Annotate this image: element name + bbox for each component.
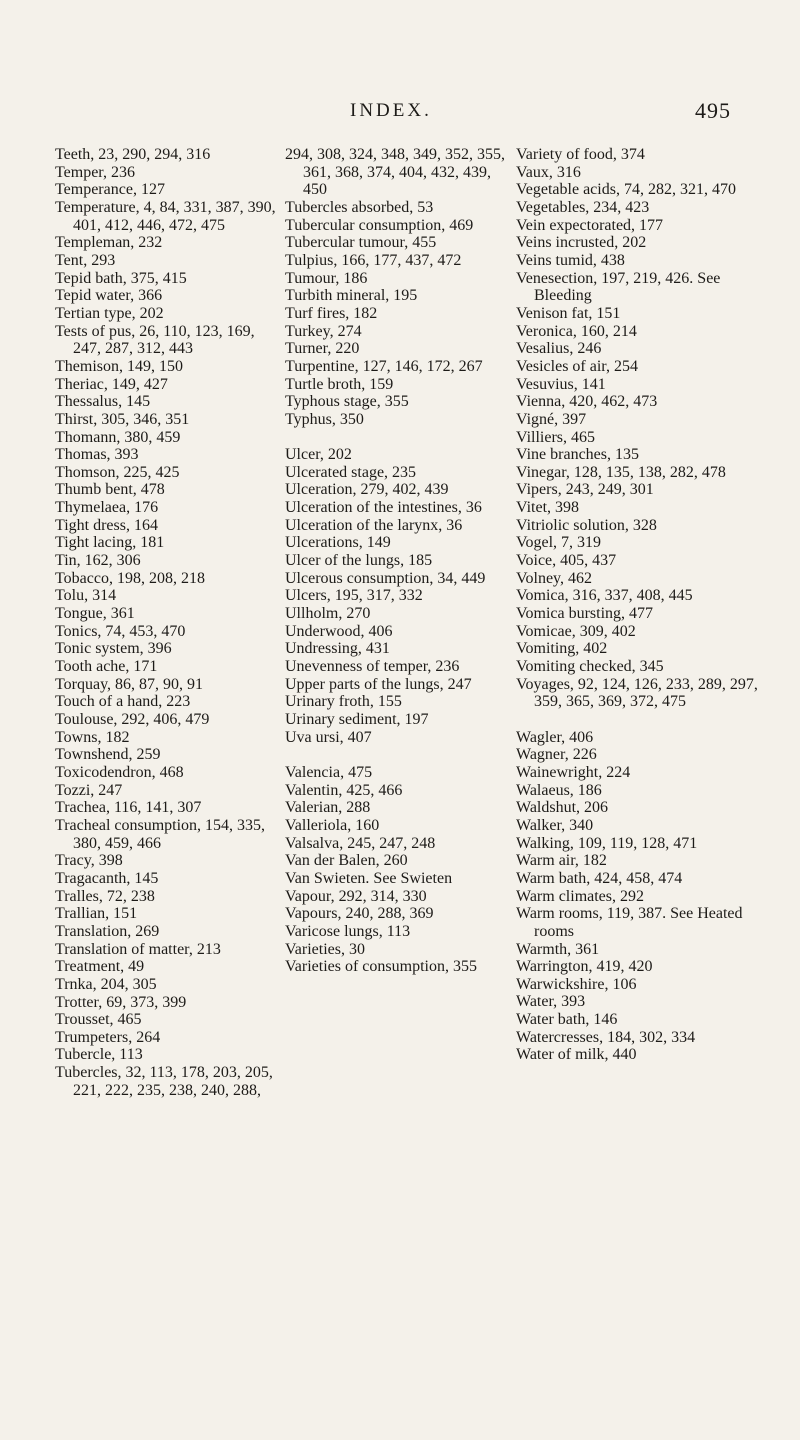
index-entry: Toulouse, 292, 406, 479 [55, 711, 210, 728]
index-entry: Vesalius, 246 [516, 340, 602, 358]
index-entry: Tepid bath, 375, 415 [55, 269, 187, 287]
index-entry: Tongue, 361 [55, 605, 135, 623]
index-entry: Undressing, 431 [285, 640, 390, 658]
index-entry: Vapour, 292, 314, 330 [285, 887, 427, 905]
index-entry: Watercresses, 184, 302, 334 [516, 1028, 696, 1046]
page-header [0, 100, 800, 130]
index-entry: Tragacanth, 145 [55, 869, 159, 887]
index-entry: Tests of pus, 26, 110, 123, 169, 247, 287, 312, 443 [55, 322, 255, 358]
index-entry: Teeth, 23, 290, 294, 316 [55, 146, 211, 163]
index-entry: Thomann, 380, 459 [55, 428, 181, 446]
index-entry: Vinegar, 128, 135, 138, 282, 478 [516, 463, 726, 481]
index-entry: Valerian, 288 [285, 799, 371, 817]
index-entry: Walker, 340 [516, 816, 594, 834]
index-entry: Varieties of consumption, 355 [285, 958, 477, 976]
index-entry: Tooth ache, 171 [55, 658, 158, 676]
index-entry: Water, 393 [516, 993, 586, 1011]
index-entry: Tumour, 186 [285, 269, 368, 287]
index-entry: Warrington, 419, 420 [516, 958, 653, 976]
index-entry: Vogel, 7, 319 [516, 534, 602, 552]
index-entry: Vomicae, 309, 402 [516, 622, 636, 640]
index-entry: Water bath, 146 [516, 1011, 618, 1029]
index-entry: Warm bath, 424, 458, 474 [516, 869, 683, 887]
index-entry: Turkey, 274 [285, 322, 362, 340]
index-entry: Ulcer of the lungs, 185 [285, 552, 433, 570]
index-entry: Vitet, 398 [516, 499, 580, 517]
index-entry: Valleriola, 160 [285, 816, 380, 834]
index-entry: Typhus, 350 [285, 410, 364, 428]
index-entry: Van der Balen, 260 [285, 852, 408, 870]
index-entry: Vapours, 240, 288, 369 [285, 905, 434, 923]
index-entry: Tracheal consumption, 154, 335, 380, 459, 466 [55, 816, 266, 852]
index-entry: Ulcerations, 149 [285, 534, 391, 552]
index-entry: Themison, 149, 150 [55, 357, 183, 375]
index-entry: Tight lacing, 181 [55, 534, 165, 552]
index-entry: Vomiting checked, 345 [516, 658, 664, 676]
index-entry: Vegetable acids, 74, 282, 321, 470 [516, 181, 736, 199]
index-entry: Warm air, 182 [516, 852, 607, 870]
index-entry: Water of milk, 440 [516, 1046, 637, 1064]
index-entry: Vitriolic solution, 328 [516, 516, 657, 534]
index-entry: Vomica, 316, 337, 408, 445 [516, 587, 693, 605]
index-entry: Tertian type, 202 [55, 304, 164, 322]
index-entry: Thumb bent, 478 [55, 481, 165, 499]
index-entry: Tonics, 74, 453, 470 [55, 622, 186, 640]
index-entry: Tolu, 314 [55, 587, 117, 605]
index-entry: Voice, 405, 437 [516, 552, 617, 570]
index-entry: Tozzi, 247 [55, 781, 123, 799]
index-entry: Ulceration of the larynx, 36 [285, 516, 463, 534]
index-entry: Vine branches, 135 [516, 446, 639, 464]
index-entry: Theriac, 149, 427 [55, 375, 168, 393]
index-entry: Vomica bursting, 477 [516, 605, 654, 623]
index-entry: Warm rooms, 119, 387. See Heated rooms [516, 905, 743, 940]
index-entry: Towns, 182 [55, 728, 130, 746]
index-entry: Ulcerous consumption, 34, 449 [285, 569, 486, 587]
index-entry: Villiers, 465 [516, 428, 596, 446]
index-entry: Ulcer, 202 [285, 446, 352, 464]
index-entry: Typhous stage, 355 [285, 393, 409, 411]
index-entry: Van Swieten. See Swieten [285, 869, 453, 887]
index-entry: Turtle broth, 159 [285, 375, 394, 393]
index-entry: Templeman, 232 [55, 234, 163, 252]
index-entry: Vesicles of air, 254 [516, 357, 638, 375]
index-entry: Valencia, 475 [285, 763, 373, 781]
index-entry: Thomson, 225, 425 [55, 463, 180, 481]
index-entry: Ulceration of the intestines, 36 [285, 499, 482, 517]
index-entry: Temper, 236 [55, 163, 135, 181]
index-entry: Veronica, 160, 214 [516, 322, 637, 340]
index-entry: Valentin, 425, 466 [285, 781, 403, 799]
index-entry: Urinary sediment, 197 [285, 710, 429, 728]
index-entry: Tobacco, 198, 208, 218 [55, 569, 205, 587]
index-entry: Vienna, 420, 462, 473 [516, 393, 658, 411]
index-entry: Urinary froth, 155 [285, 693, 402, 711]
index-entry: Trachea, 116, 141, 307 [55, 799, 202, 817]
running-title: INDEX. [350, 100, 432, 121]
index-entry: Waldshut, 206 [516, 799, 609, 817]
index-entry: Upper parts of the lungs, 247 [285, 675, 472, 693]
index-entry: Uva ursi, 407 [285, 728, 372, 746]
index-entry: Tin, 162, 306 [55, 552, 141, 570]
index-entry: Tubercle, 113 [55, 1046, 143, 1064]
index-entry: Trotter, 69, 373, 399 [55, 993, 187, 1011]
index-entry: Tepid water, 366 [55, 287, 163, 305]
index-entry: Translation of matter, 213 [55, 940, 221, 958]
index-entry: Townshend, 259 [55, 746, 161, 764]
index-entry: Walaeus, 186 [516, 781, 602, 799]
index-entry: Ullholm, 270 [285, 605, 371, 623]
index-entry: Vaux, 316 [516, 163, 581, 181]
index-entry: Thirst, 305, 346, 351 [55, 410, 190, 428]
index-entry: Veins incrusted, 202 [516, 234, 647, 252]
index-entry: Tralles, 72, 238 [55, 887, 155, 905]
index-column-1 [55, 146, 285, 1099]
index-entry: Venison fat, 151 [516, 304, 621, 322]
index-entry: Vigné, 397 [516, 410, 587, 428]
index-entry: Turpentine, 127, 146, 172, 267 [285, 357, 483, 375]
index-entry: Vegetables, 234, 423 [516, 198, 650, 216]
index-entry: Valsalva, 245, 247, 248 [285, 834, 436, 852]
index-entry: Thymelaea, 176 [55, 499, 159, 517]
index-entry: Tight dress, 164 [55, 516, 158, 534]
index-entry: Turf fires, 182 [285, 304, 378, 322]
index-entry: Treatment, 49 [55, 958, 145, 976]
index-entry: Trumpeters, 264 [55, 1028, 161, 1046]
index-entry: Temperature, 4, 84, 331, 387, 390, 401, 412, 446, 472, 475 [55, 198, 276, 234]
index-entry: Tubercles, 32, 113, 178, 203, 205, 221, 222, 235, 238, 240, 288, [55, 1064, 273, 1099]
index-entry: Varieties, 30 [285, 940, 365, 958]
index-entry: Volney, 462 [516, 569, 592, 587]
index-entry: Warwickshire, 106 [516, 975, 637, 993]
index-entry: Vesuvius, 141 [516, 375, 606, 393]
index-column-3 [516, 146, 761, 1064]
index-entry: Toxicodendron, 468 [55, 763, 184, 781]
index-entry: Wagler, 406 [516, 728, 594, 746]
page-number: 495 [695, 98, 731, 123]
index-entry: Veins tumid, 438 [516, 251, 625, 269]
index-entry: Voyages, 92, 124, 126, 233, 289, 297, 359, 365, 369, 372, 475 [516, 675, 758, 711]
index-entry: Translation, 269 [55, 922, 160, 940]
index-entry: Temperance, 127 [55, 181, 165, 199]
index-entry: Tulpius, 166, 177, 437, 472 [285, 251, 462, 269]
index-entry: Turbith mineral, 195 [285, 287, 418, 305]
index-column-2 [285, 146, 510, 976]
index-entry: Wagner, 226 [516, 746, 597, 764]
index-entry: 294, 308, 324, 348, 349, 352, 355, 361, 368, 374, 404, 432, 439, 450 [285, 146, 505, 199]
index-entry: Vomiting, 402 [516, 640, 608, 658]
index-entry: Ulcers, 195, 317, 332 [285, 587, 423, 605]
letter-section-gap [285, 746, 510, 764]
index-entry: Vein expectorated, 177 [516, 216, 664, 234]
index-entry: Trousset, 465 [55, 1011, 142, 1029]
index-entry: Thomas, 393 [55, 446, 139, 464]
index-entry: Tonic system, 396 [55, 640, 172, 658]
index-entry: Tubercular tumour, 455 [285, 234, 437, 252]
index-entry: Varicose lungs, 113 [285, 922, 411, 940]
index-entry: Tubercular consumption, 469 [285, 216, 474, 234]
letter-section-gap [285, 429, 510, 447]
index-entry: Tracy, 398 [55, 852, 123, 870]
index-entry: Wainewright, 224 [516, 763, 631, 781]
index-entry: Vipers, 243, 249, 301 [516, 481, 654, 499]
index-entry: Walking, 109, 119, 128, 471 [516, 834, 698, 852]
index-entry: Turner, 220 [285, 340, 360, 358]
index-entry: Trallian, 151 [55, 905, 138, 923]
index-entry: Trnka, 204, 305 [55, 975, 157, 993]
index-entry: Unevenness of temper, 236 [285, 658, 460, 676]
index-entry: Thessalus, 145 [55, 393, 151, 411]
index-entry: Tent, 293 [55, 251, 116, 269]
index-entry: Torquay, 86, 87, 90, 91 [55, 675, 204, 693]
index-entry: Tubercles absorbed, 53 [285, 198, 434, 216]
letter-section-gap [516, 711, 761, 729]
index-entry: Touch of a hand, 223 [55, 693, 191, 711]
index-entry: Venesection, 197, 219, 426. See Bleeding [516, 269, 721, 305]
index-entry: Ulcerated stage, 235 [285, 463, 417, 481]
index-entry: Underwood, 406 [285, 622, 393, 640]
index-entry: Ulceration, 279, 402, 439 [285, 481, 449, 499]
index-entry: Warmth, 361 [516, 940, 600, 958]
index-entry: Warm climates, 292 [516, 887, 645, 905]
index-entry: Variety of food, 374 [516, 146, 645, 163]
